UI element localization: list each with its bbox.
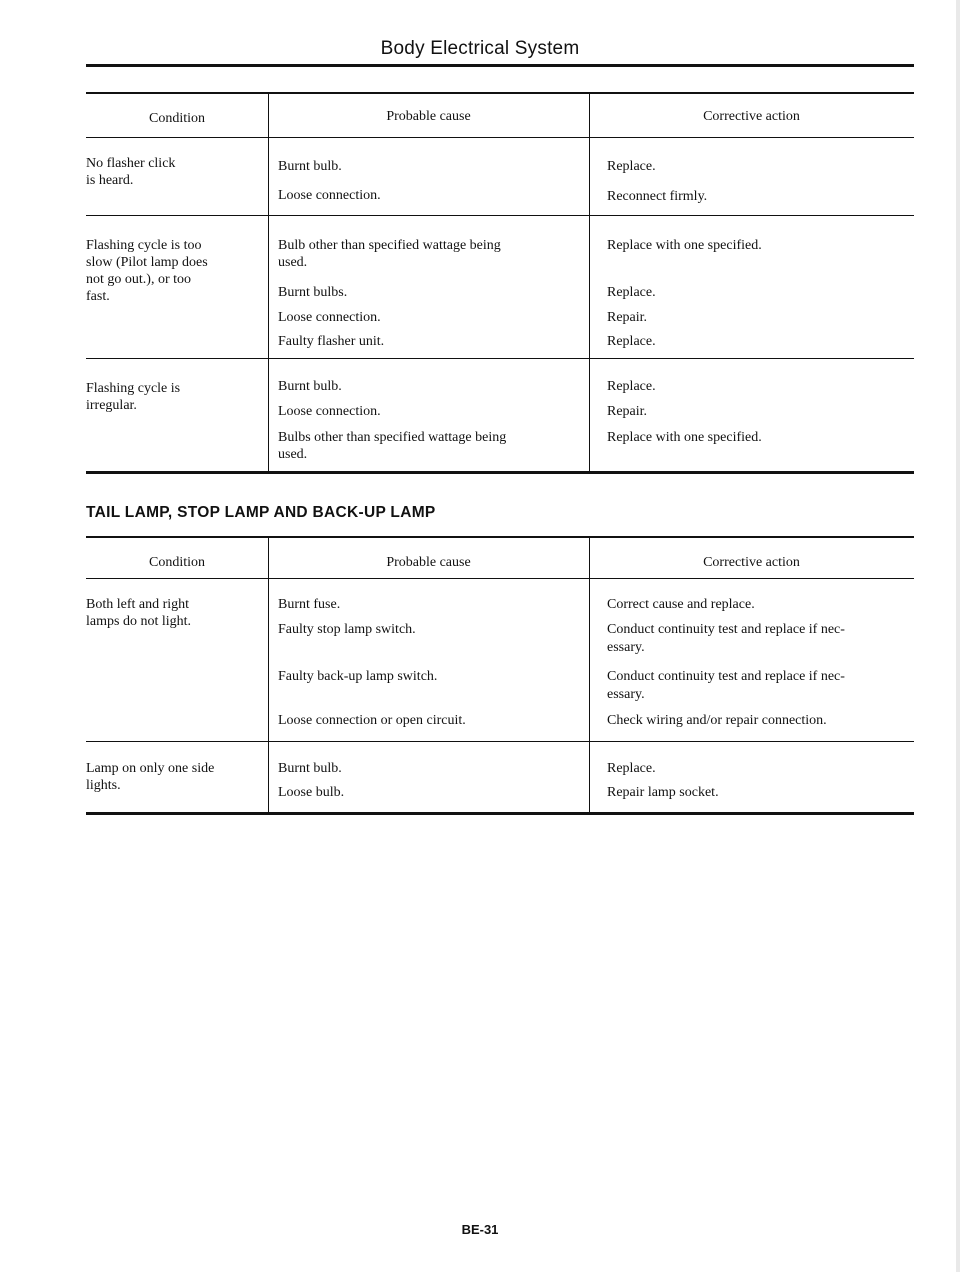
header-condition: Condition (148, 555, 205, 570)
header-rule (86, 578, 914, 579)
action-text: Correct cause and replace. (607, 597, 755, 612)
action-text: Replace with one specified. (607, 238, 762, 253)
row-rule (86, 215, 914, 216)
cause-text: Burnt bulb. (278, 761, 342, 776)
cause-text: Loose connection. (278, 404, 381, 419)
cause-text: used. (278, 447, 308, 462)
section-heading: TAIL LAMP, STOP LAMP AND BACK-UP LAMP (86, 504, 436, 521)
column-divider (268, 93, 269, 473)
page-title: Body Electrical System (380, 38, 580, 59)
table-bottom-rule (86, 471, 914, 474)
action-text: Repair lamp socket. (607, 785, 719, 800)
row-rule (86, 358, 914, 359)
cause-text: Loose bulb. (278, 785, 345, 800)
cause-text: Burnt fuse. (278, 597, 341, 612)
table-bottom-rule (86, 812, 914, 815)
cause-text: Bulb other than specified wattage being (278, 238, 501, 253)
cause-text: used. (278, 255, 308, 270)
action-text: Replace. (607, 761, 656, 776)
action-text: Reconnect firmly. (607, 189, 708, 204)
action-text: Check wiring and/or repair connection. (607, 713, 827, 728)
table-top-rule (86, 536, 914, 538)
cause-text: Loose connection. (278, 188, 381, 203)
action-text: Repair. (607, 310, 648, 325)
condition-text: Flashing cycle is irregular. (86, 381, 181, 413)
action-text: Conduct continuity test and replace if nec- (607, 622, 845, 637)
action-text: Replace with one specified. (607, 430, 762, 445)
page-number: BE-31 (461, 1222, 499, 1237)
cause-text: Burnt bulb. (278, 379, 342, 394)
header-corrective-action: Corrective action (703, 555, 800, 570)
action-text: Replace. (607, 334, 656, 349)
table-top-rule (86, 92, 914, 94)
condition-text: No flasher click is heard. (86, 156, 176, 188)
header-condition: Condition (148, 111, 205, 126)
action-text: Replace. (607, 379, 656, 394)
condition-text: Both left and right lamps do not light. (86, 597, 191, 629)
header-rule (86, 137, 914, 138)
action-text: essary. (607, 640, 645, 655)
action-text: Replace. (607, 159, 656, 174)
cause-text: Loose connection. (278, 310, 381, 325)
condition-text: Flashing cycle is too slow (Pilot lamp does not go out.), or too fast. (86, 238, 208, 304)
cause-text: Faulty stop lamp switch. (278, 622, 416, 637)
title-rule (86, 64, 914, 67)
action-text: essary. (607, 687, 645, 702)
row-rule (86, 741, 914, 742)
scrollbar-track (956, 0, 960, 1272)
header-probable-cause: Probable cause (386, 109, 471, 124)
cause-text: Faulty back-up lamp switch. (278, 669, 438, 684)
condition-text: Lamp on only one side lights. (86, 761, 215, 793)
cause-text: Burnt bulb. (278, 159, 342, 174)
column-divider (589, 93, 590, 473)
cause-text: Burnt bulbs. (278, 285, 348, 300)
cause-text: Loose connection or open circuit. (278, 713, 466, 728)
header-corrective-action: Corrective action (703, 109, 800, 124)
action-text: Repair. (607, 404, 648, 419)
cause-text: Faulty flasher unit. (278, 334, 385, 349)
header-probable-cause: Probable cause (386, 555, 471, 570)
cause-text: Bulbs other than specified wattage being (278, 430, 507, 445)
action-text: Replace. (607, 285, 656, 300)
action-text: Conduct continuity test and replace if nec- (607, 669, 845, 684)
